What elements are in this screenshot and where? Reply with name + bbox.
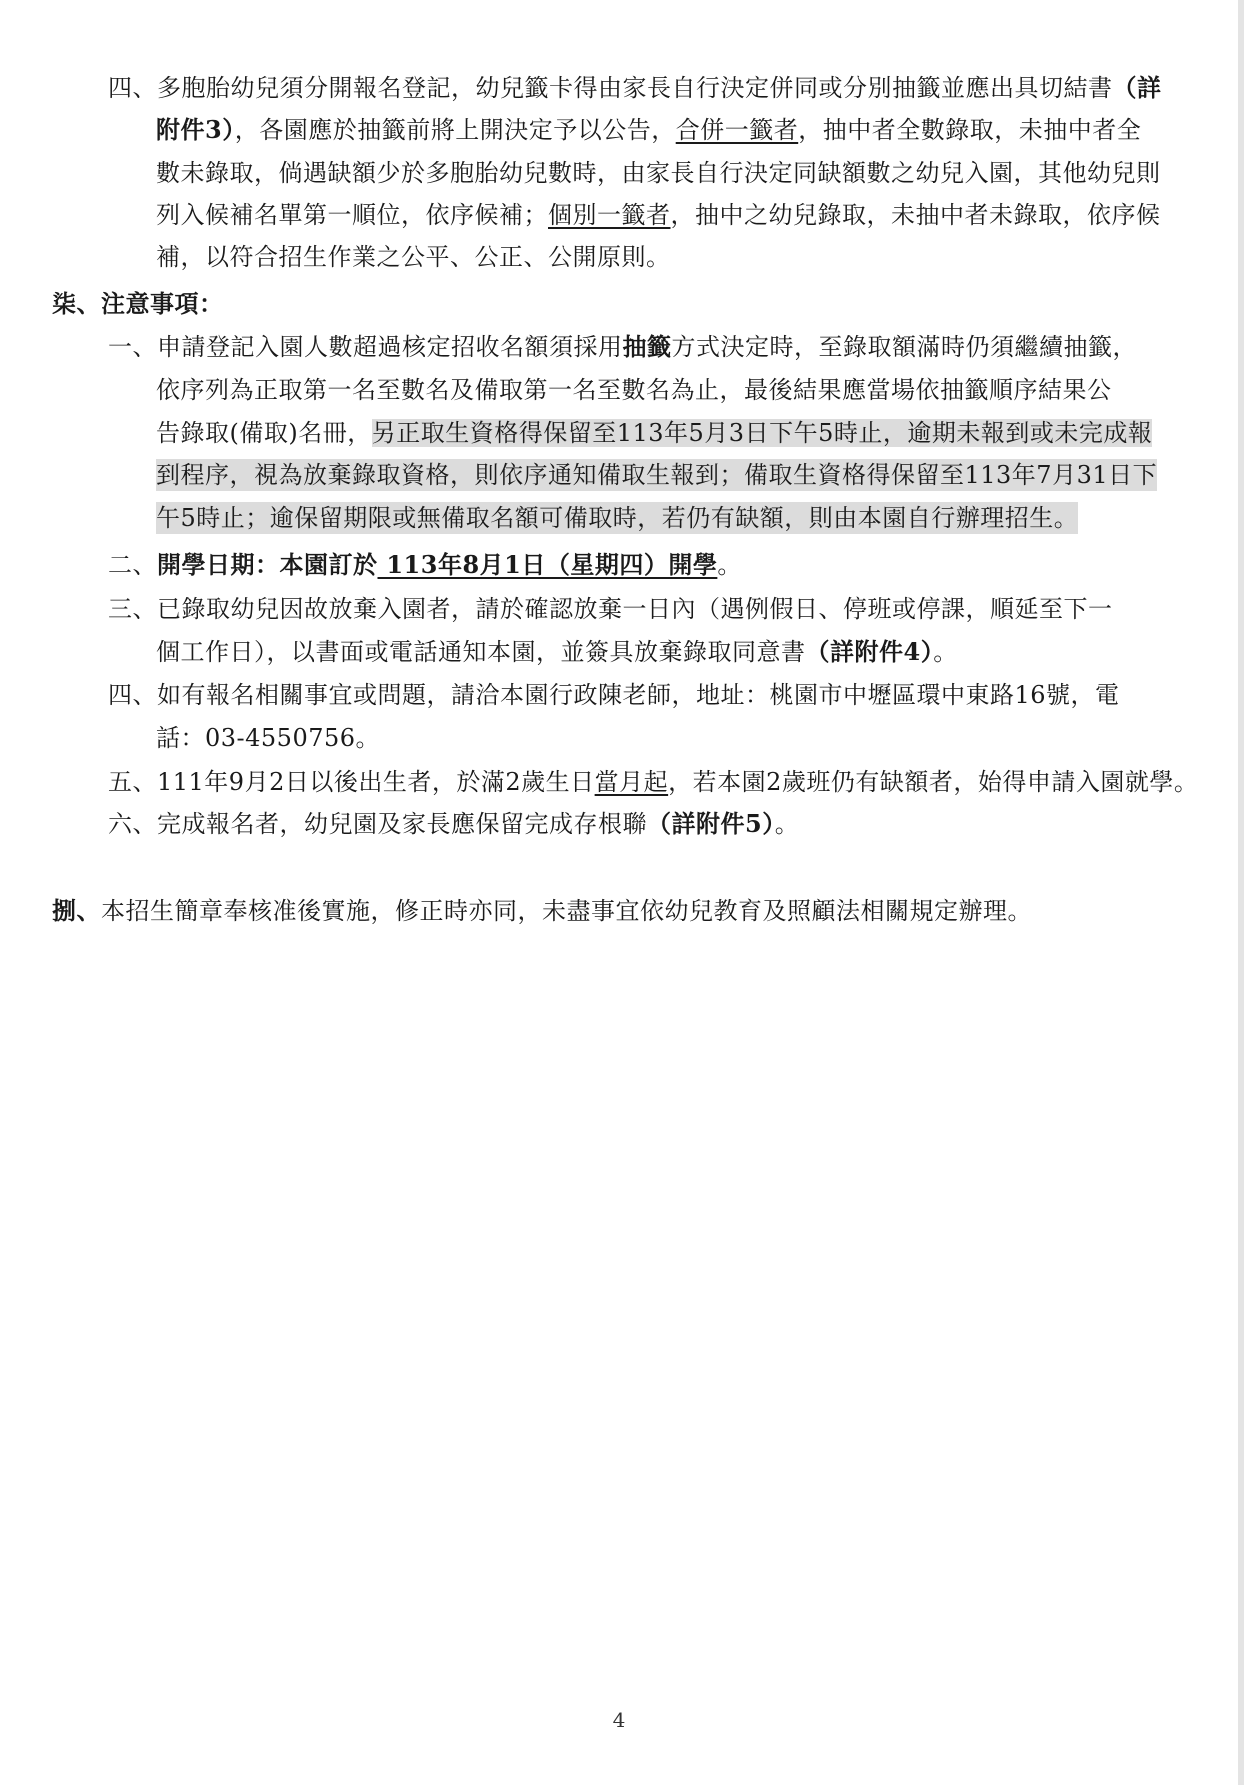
multiple-birth-item-line-2: 附件3），各園應於抽籤前將上開決定予以公告，合併一籤者，抽中者全數錄取，未抽中者全 (156, 115, 1142, 144)
lottery-item-line-5: 午5時止；逾保留期限或無備取名額可備取時，若仍有缺額，則由本園自行辦理招生。 (156, 504, 1079, 532)
lottery-item-line-4: 到程序，視為放棄錄取資格，則依序通知備取生報到；備取生資格得保留至113年7月31日下 (156, 461, 1158, 489)
notes-section-heading: 柒、注意事項： (52, 289, 224, 318)
lottery-item-line-2: 依序列為正取第一名至數名及備取第一名至數名為止，最後結果應當場依抽籤順序結果公 (156, 376, 1112, 404)
multiple-birth-item-line-5: 補，以符合招生作業之公平、公正、公開原則。 (156, 243, 671, 271)
highlighted-text: 另正取生資格得保留至113年5月3日下午5時止，逾期未報到或未完成報 (371, 419, 1153, 447)
scrollbar-track[interactable] (1238, 0, 1244, 1785)
multiple-birth-item-line-1: 四、多胞胎幼兒須分開報名登記，幼兒籤卡得由家長自行決定併同或分別抽籤並應出具切結書（詳 (108, 73, 1162, 102)
lottery-item-line-3: 告錄取(備取)名冊，另正取生資格得保留至113年5月3日下午5時止，逾期未報到或未完成報 (156, 419, 1153, 447)
school-start-date-item: 二、開學日期：本園訂於 113年8月1日（星期四）開學。 (108, 550, 742, 579)
lottery-item-line-1: 一、申請登記入園人數超過核定招收名額須採用抽籤方式決定時，至錄取額滿時仍須繼續抽籤， (108, 332, 1137, 361)
implementation-clause: 捌、本招生簡章奉核准後實施，修正時亦同，未盡事宜依幼兒教育及照顧法相關規定辦理。 (52, 896, 1032, 925)
withdrawal-item-line-2: 個工作日），以書面或電話通知本園，並簽具放棄錄取同意書（詳附件4）。 (156, 637, 958, 666)
contact-item-line-2: 話：03-4550756。 (156, 724, 381, 752)
page-number: 4 (612, 1708, 626, 1732)
multiple-birth-item-line-4: 列入候補名單第一順位，依序候補；個別一籤者，抽中之幼兒錄取，未抽中者未錄取，依序候 (156, 201, 1161, 229)
stub-retention-item: 六、完成報名者，幼兒園及家長應保留完成存根聯（詳附件5）。 (108, 809, 800, 838)
contact-item-line-1: 四、如有報名相關事宜或問題，請洽本園行政陳老師，地址：桃園市中壢區環中東路16號，電 (108, 681, 1120, 709)
withdrawal-item-line-1: 三、已錄取幼兒因故放棄入園者，請於確認放棄一日內（遇例假日、停班或停課，順延至下一 (108, 595, 1113, 623)
multiple-birth-item-line-3: 數未錄取，倘遇缺額少於多胞胎幼兒數時，由家長自行決定同缺額數之幼兒入園，其他幼兒則 (156, 159, 1161, 187)
age-eligibility-item: 五、111年9月2日以後出生者，於滿2歲生日當月起，若本園2歲班仍有缺額者，始得申請入園就學。 (108, 768, 1199, 796)
